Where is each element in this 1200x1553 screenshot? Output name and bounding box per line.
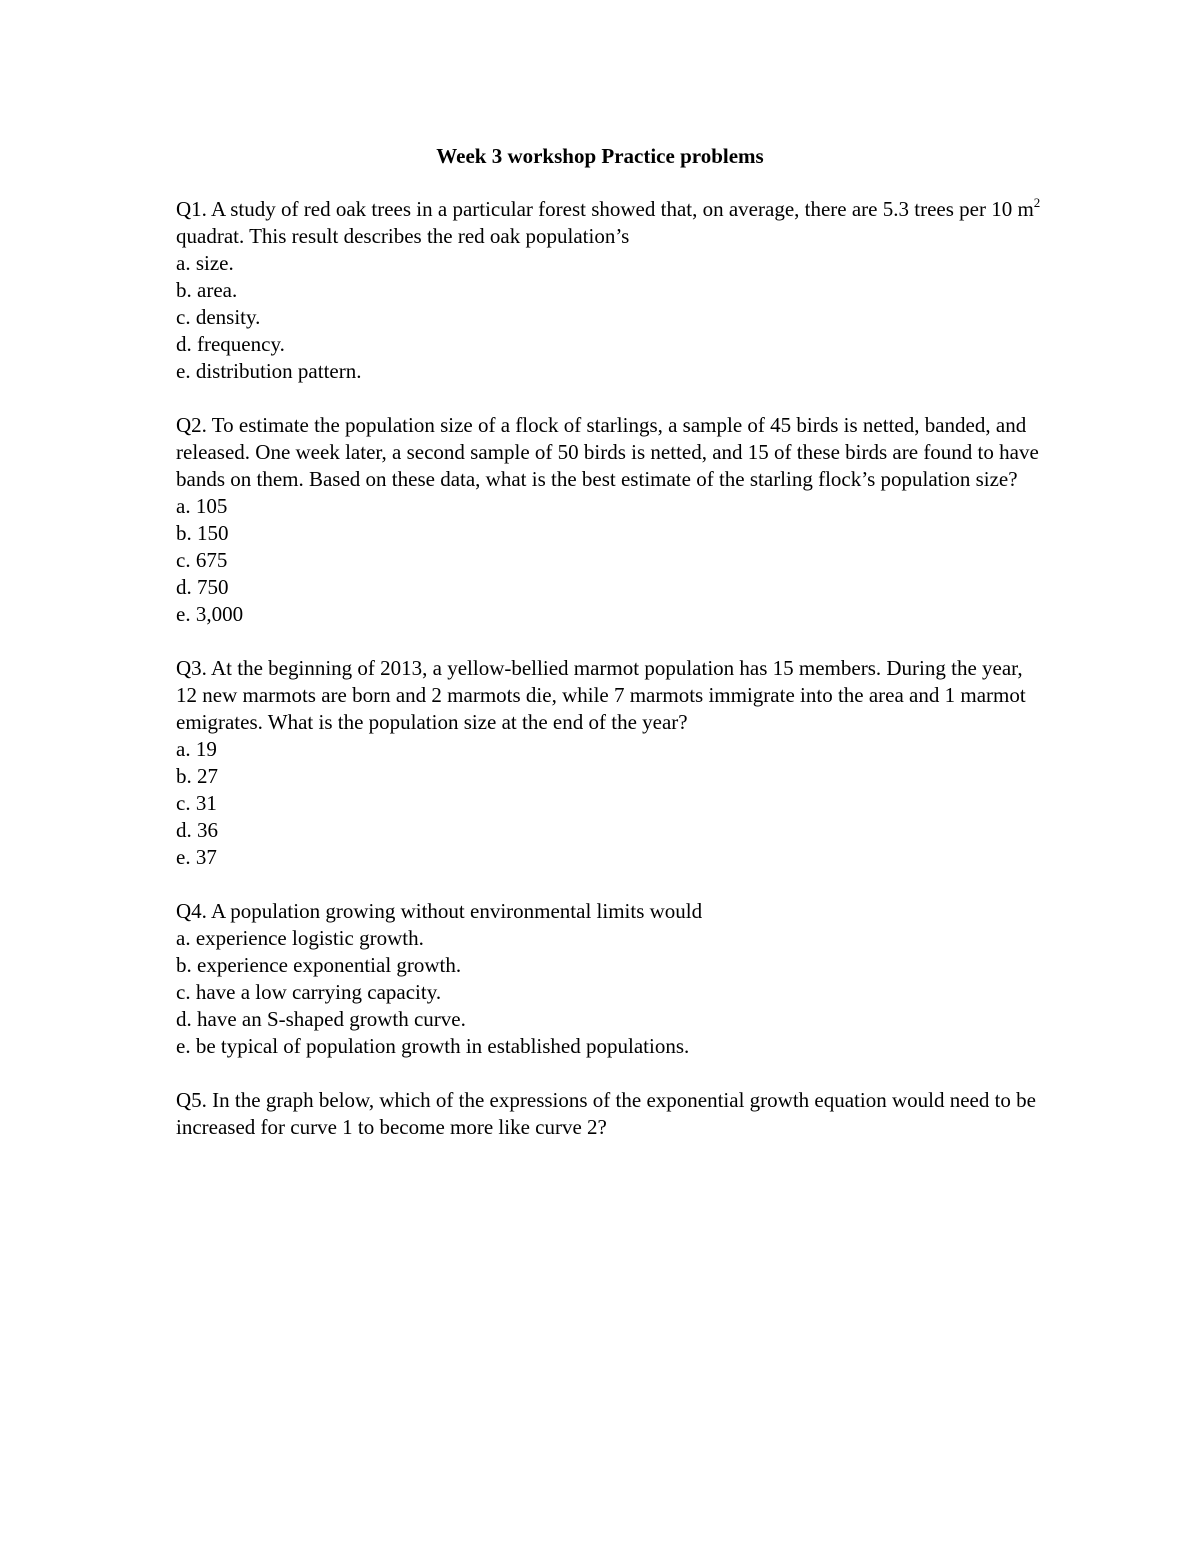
question-4 [176,898,1046,1060]
question-3-option-c: c. 31 [176,791,217,815]
question-1-stem-text: Q1. A study of red oak trees in a particular forest showed that, on average, there are 5.3 trees per 10 m [176,197,1034,221]
question-list [176,196,1046,1168]
question-1-stem-tail: quadrat. This result describes the red oak population’s [176,224,630,248]
question-2-option-b: b. 150 [176,521,229,545]
question-3-option-a: a. 19 [176,737,217,761]
question-3 [176,655,1046,871]
question-1-stem [176,196,1046,250]
question-4-option-e: e. be typical of population growth in established populations. [176,1034,690,1058]
question-1-option-c: c. density. [176,305,261,329]
question-1-option-b: b. area. [176,278,238,302]
question-4-option-b: b. experience exponential growth. [176,953,462,977]
question-1 [176,196,1046,385]
question-3-option-b: b. 27 [176,764,218,788]
question-2-option-e: e. 3,000 [176,602,244,626]
question-4-option-a: a. experience logistic growth. [176,926,424,950]
question-4-option-d: d. have an S-shaped growth curve. [176,1007,466,1031]
question-3-stem: Q3. At the beginning of 2013, a yellow-bellied marmot population has 15 members. During the year, 12 new marmots are born and 2 marmots die, while 7 marmots immigrate into the area and 1 marmot emigrates. What is the population size at the end of the year? [176,656,1026,734]
question-2-stem: Q2. To estimate the population size of a flock of starlings, a sample of 45 birds is netted, banded, and released. One week later, a second sample of 50 birds is netted, and 15 of these birds are found to have bands on them. Based on these data, what is the best estimate of the starling flock’s population size? [176,413,1039,491]
question-2-option-c: c. 675 [176,548,228,572]
question-4-stem: Q4. A population growing without environmental limits would [176,899,703,923]
question-2-option-a: a. 105 [176,494,228,518]
superscript-2: 2 [1033,195,1041,210]
question-5-stem: Q5. In the graph below, which of the expressions of the exponential growth equation would need to be increased for curve 1 to become more like curve 2? [176,1088,1037,1139]
question-1-option-e: e. distribution pattern. [176,359,362,383]
question-3-option-e: e. 37 [176,845,217,869]
question-3-option-d: d. 36 [176,818,218,842]
document-title: Week 3 workshop Practice problems [436,144,764,168]
question-1-option-d: d. frequency. [176,332,285,356]
question-2-option-d: d. 750 [176,575,229,599]
question-4-option-c: c. have a low carrying capacity. [176,980,442,1004]
question-5 [176,1087,1046,1141]
question-2 [176,412,1046,628]
question-1-option-a: a. size. [176,251,234,275]
